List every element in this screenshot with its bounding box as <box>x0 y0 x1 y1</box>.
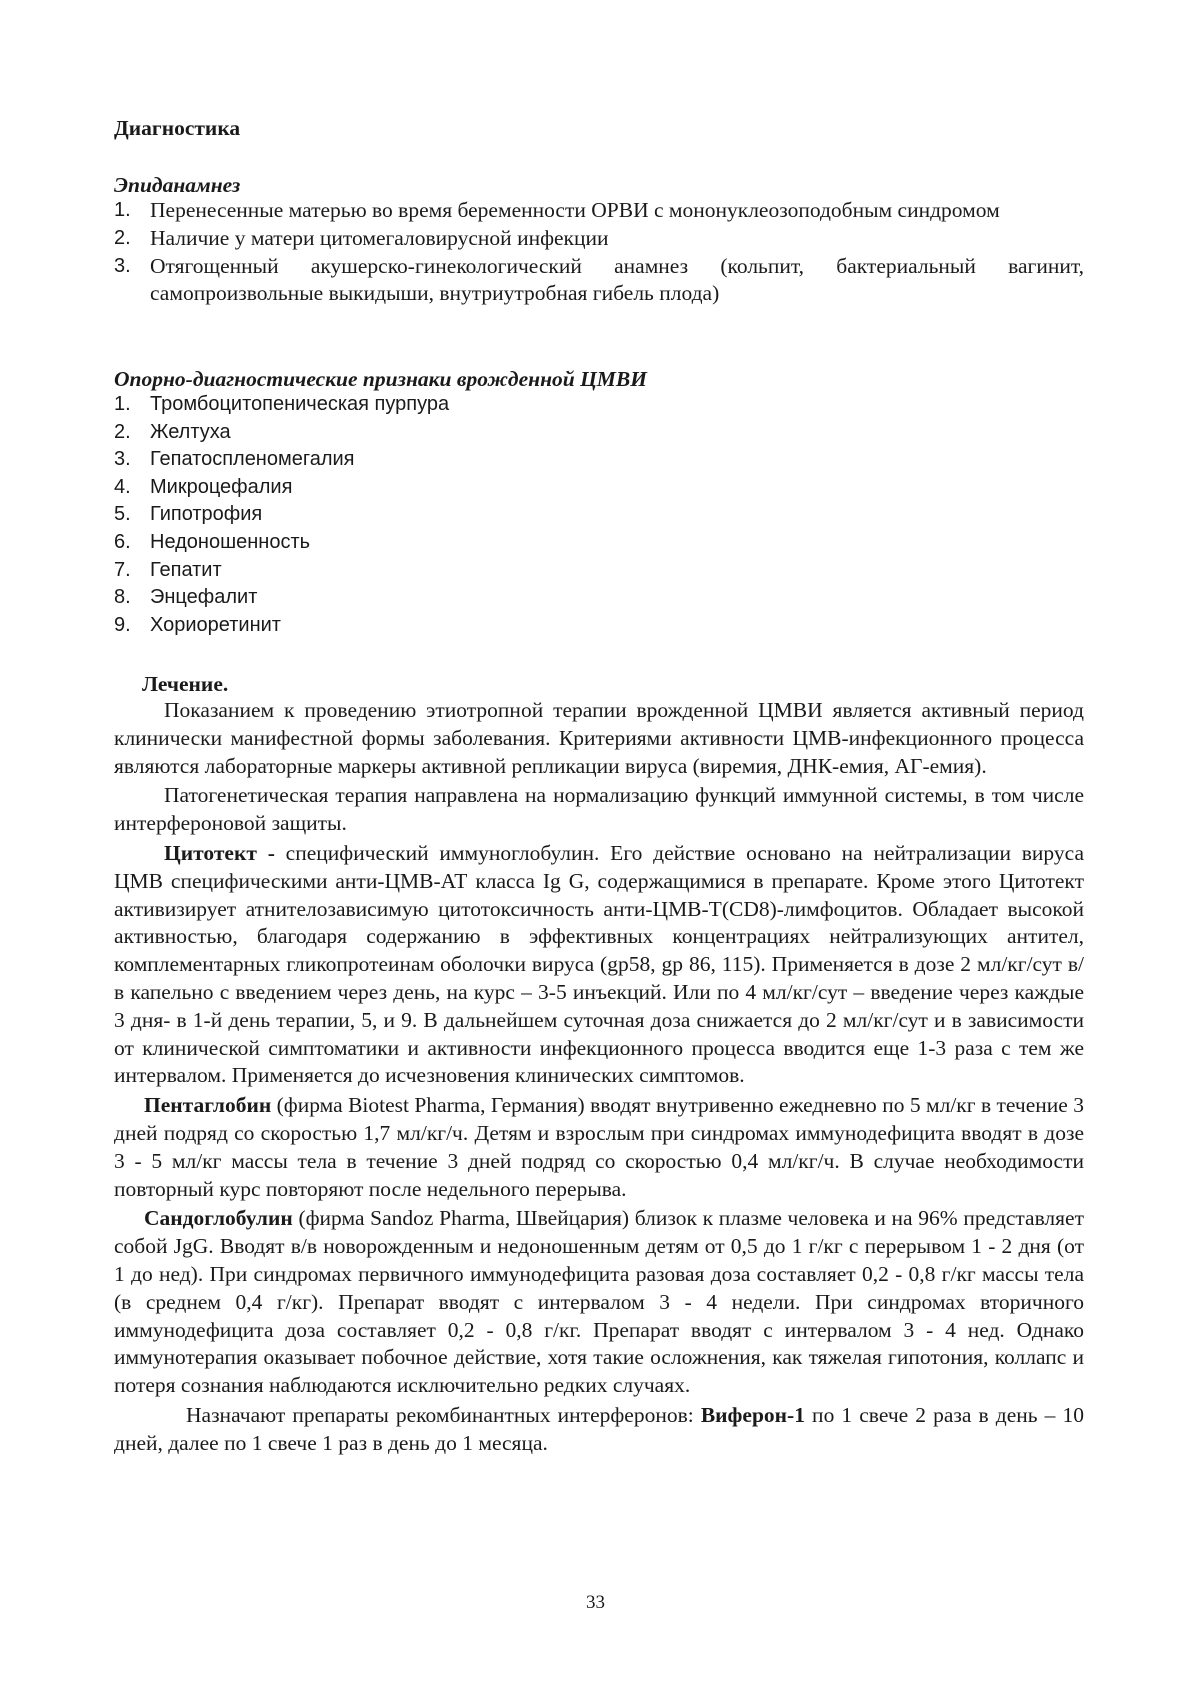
list-item <box>114 501 1084 529</box>
list-item-number: 4. <box>114 475 131 498</box>
list-item <box>114 391 1084 419</box>
treatment-body <box>114 697 1084 1458</box>
paragraph-sandoglobulin <box>114 1205 1084 1400</box>
list-item-text: Наличие у матери цитомегаловирусной инфекции <box>150 225 609 250</box>
list-item <box>114 419 1084 447</box>
list-item-number: 1. <box>114 199 131 221</box>
list-item-number: 3. <box>114 254 131 277</box>
page-number: 33 <box>586 1592 605 1613</box>
list-item-text: Гепатоспленомегалия <box>150 448 355 471</box>
paragraph-pathogenetic: Патогенетическая терапия направлена на нормализацию функций иммунной системы, в том числе интерфероновой защиты. <box>114 783 1084 836</box>
list-item <box>114 584 1084 612</box>
list-item <box>114 529 1084 557</box>
drug-name-sandoglobulin: Сандоглобулин <box>144 1206 293 1231</box>
paragraph-text: Назначают препараты рекомбинантных интерферонов: <box>186 1402 701 1427</box>
list-item <box>114 446 1084 474</box>
list-item-text: Хориоретинит <box>150 613 281 636</box>
list-item-text: Гепатит <box>150 558 222 581</box>
list-item-text: Недоношенность <box>150 530 311 553</box>
list-item-text: Тромбоцитопеническая пурпура <box>150 393 450 415</box>
list-item-number: 6. <box>114 530 131 553</box>
list-item-text: Энцефалит <box>150 586 258 609</box>
list-item <box>114 197 1084 225</box>
list-item-number: 3. <box>114 448 131 471</box>
list-item <box>114 253 1084 309</box>
list-item-text: Отягощенный акушерско-гинекологический анамнез (кольпит, бактериальный вагинит, самопроизвольные выкидыши, внутриутробная гибель плода) <box>150 253 1084 306</box>
heading-treatment: Лечение. <box>142 672 229 696</box>
heading-diagnostic-signs: Опорно-диагностические признаки врожденной ЦМВИ <box>114 367 647 391</box>
paragraph-indications: Показанием к проведению этиотропной терапии врожденной ЦМВИ является активный период клинически манифестной формы заболевания. Критериями активности ЦМВ-инфекционного процесса являются лабораторные маркеры активной репликации вируса (виремия, ДНК-емия, АГ-емия). <box>114 698 1084 778</box>
heading-epidanamnez: Эпиданамнез <box>114 173 241 197</box>
list-item-number: 2. <box>114 226 131 249</box>
drug-name-pentaglobin: Пентаглобин <box>144 1093 272 1118</box>
drug-name-cytotect: Цитотект - <box>164 840 275 865</box>
list-item-number: 5. <box>114 503 131 526</box>
list-item-number: 1. <box>114 393 131 415</box>
list-item-number: 2. <box>114 420 131 443</box>
list-item-text: Перенесенные матерью во время беременности ОРВИ с мононуклеозоподобным синдромом <box>150 198 1000 222</box>
list-item-text: Желтуха <box>150 420 231 443</box>
epidanamnez-list <box>114 197 1084 308</box>
paragraph-text: (фирма Biotest Pharma, Германия) вводят внутривенно ежедневно по 5 мл/кг в течение 3 дней подряд со скоростью 1,7 мл/кг/ч. Детям и взрослым при синдромах иммунодефицита вводят в дозе 3 - 5 мл/кг массы тела в течение 3 дней подряд со скоростью 0,4 мл/кг/ч. В случае необходимости повторный курс повторяют после недельного перерыва. <box>114 1093 1084 1201</box>
list-item <box>114 557 1084 585</box>
list-item <box>114 612 1084 640</box>
paragraph-pentaglobin <box>114 1092 1084 1203</box>
paragraph-text: (фирма Sandoz Pharma, Швейцария) близок к плазме человека и на 96% представляет собой JgG. Вводят в/в новорожденным и недоношенным детям от 0,5 до 1 г/кг с перерывом 1 - 2 дня (от 1 до нед). При синдромах первичного иммунодефицита разовая доза составляет 0,2 - 0,8 г/кг массы тела (в среднем 0,4 г/кг). Препарат вводят с интервалом 3 - 4 недели. При синдромах вторичного иммунодефицита доза составляет 0,2 - 0,8 г/кг. Препарат вводят с интервалом 3 - 4 нед. Однако иммунотерапия оказывает побочное действие, хотя такие осложнения, как тяжелая гипотония, коллапс и потеря сознания наблюдаются исключительно редких случаях. <box>114 1206 1084 1398</box>
paragraph-cytotect <box>114 840 1084 1090</box>
paragraph-text: специфический иммуноглобулин. Его действие основано на нейтрализации вируса ЦМВ специфическими анти-ЦМВ-АТ класса Ig G, содержащимися в препарате. Кроме этого Цитотект активизирует атнителозависимую цитотоксичность анти-ЦМВ-Т(CD8)-лимфоцитов. Обладает высокой активностью, благодаря содержанию в эффективных концентрациях нейтрализующих антител, комплементарных гликопротеинам оболочки вируса (gp58, gp 86, 115). Применяется в дозе 2 мл/кг/сут в/в капельно с введением через день, на курс – 3-5 инъекций. Или по 4 мл/кг/сут – введение через каждые 3 дня- в 1-й день терапии, 5, и 9. В дальнейшем суточная доза снижается до 2 мл/кг/сут и в зависимости от клинической симптоматики и активности инфекционного процесса вводится еще 1-3 раза с тем же интервалом. Применяется до исчезновения клинических симптомов. <box>114 840 1084 1088</box>
list-item-text: Гипотрофия <box>150 503 263 526</box>
list-item-number: 8. <box>114 586 131 609</box>
list-item <box>114 225 1084 253</box>
paragraph-text: по 1 свече 2 раза в день – 10 дней, далее по 1 свече 1 раз в день до 1 месяца. <box>114 1402 1084 1455</box>
heading-diagnostics: Диагностика <box>114 116 241 140</box>
list-item-number: 9. <box>114 613 131 636</box>
paragraph-interferons <box>114 1402 1084 1458</box>
list-item <box>114 474 1084 502</box>
list-item-number: 7. <box>114 558 131 581</box>
drug-name-viferon: Виферон-1 <box>700 1402 805 1427</box>
diagnostic-signs-list <box>114 391 1084 639</box>
list-item-text: Микроцефалия <box>150 475 293 498</box>
